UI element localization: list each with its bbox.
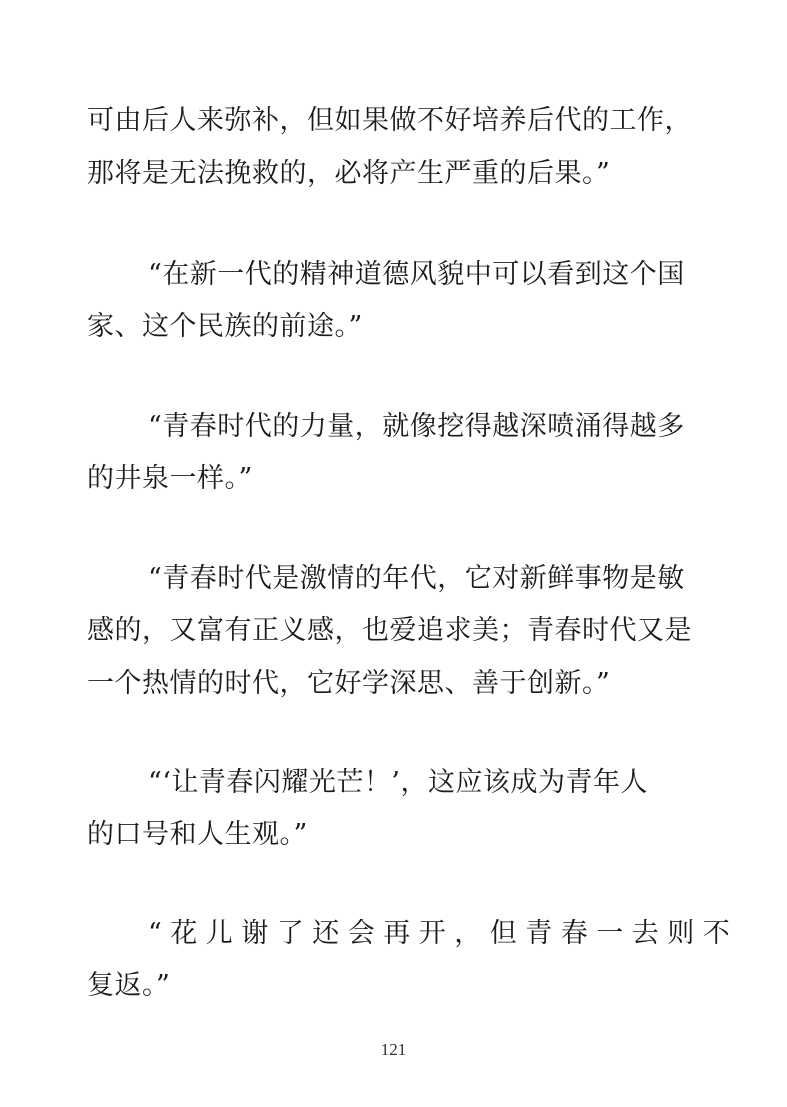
paragraph-4-line-1: “青春时代是激情的年代，它对新鲜事物是敏	[148, 563, 685, 594]
paragraph-3-line-2: 的井泉一样。”	[87, 463, 253, 494]
paragraph-3-line-1: “青春时代的力量，就像挖得越深喷涌得越多	[148, 411, 685, 442]
paragraph-6-line-1: “花儿谢了还会再开，但青春一去则不	[148, 918, 739, 949]
paragraph-6-line-2: 复返。”	[87, 970, 171, 1001]
paragraph-1-line-1: 可由后人来弥补，但如果做不好培养后代的工作，	[87, 105, 692, 136]
paragraph-1-line-2: 那将是无法挽救的，必将产生严重的后果。”	[87, 158, 611, 189]
paragraph-5-line-1: “‘让青春闪耀光芒！’，这应该成为青年人	[148, 767, 648, 798]
paragraph-2-line-1: “在新一代的精神道德风貌中可以看到这个国	[148, 259, 685, 290]
paragraph-2-line-2: 家、这个民族的前途。”	[87, 311, 363, 342]
paragraph-4-line-3: 一个热情的时代，它好学深思、善于创新。”	[87, 668, 611, 699]
paragraph-5-line-2: 的口号和人生观。”	[87, 819, 308, 850]
page-number: 121	[380, 1040, 407, 1059]
paragraph-4-line-2: 感的，又富有正义感，也爱追求美；青春时代又是	[87, 615, 692, 646]
